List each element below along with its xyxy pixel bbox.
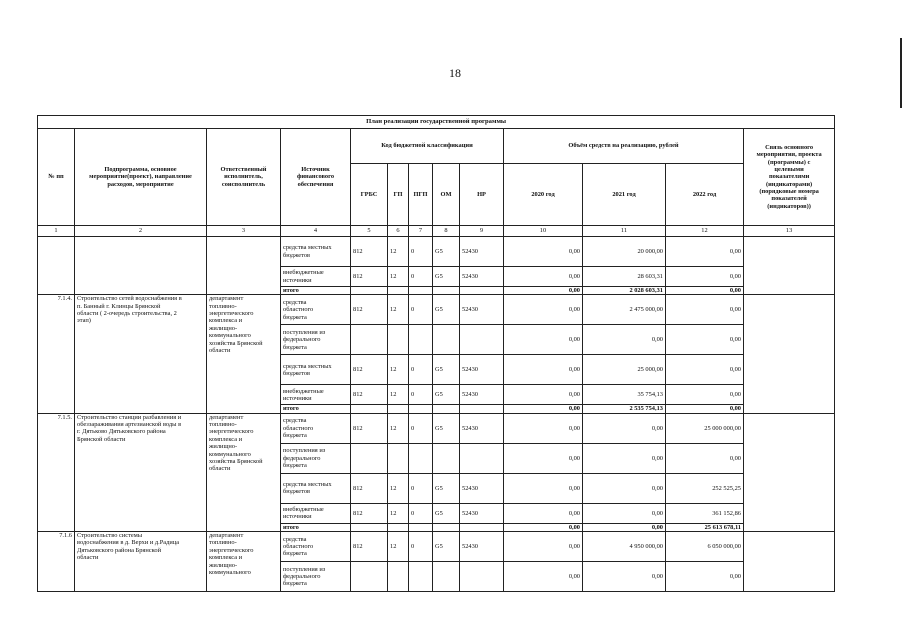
amount-2022: 0,00 — [666, 562, 744, 592]
amount-2021: 20 000,00 — [583, 237, 666, 267]
table-row — [38, 532, 835, 562]
col-number: 1 — [38, 226, 75, 237]
pgp-cell: 0 — [409, 237, 433, 267]
pgp-cell: 0 — [409, 355, 433, 385]
indicator-link-cell — [744, 295, 835, 413]
nr-cell: 52430 — [460, 237, 504, 267]
header-grbs: ГРБС — [351, 164, 388, 226]
nr-cell: 52430 — [460, 355, 504, 385]
gp-cell: 12 — [388, 355, 409, 385]
source-cell: средства местных бюджетов — [281, 237, 351, 267]
amount-2020: 0,00 — [504, 443, 583, 473]
grbs-cell: 812 — [351, 413, 388, 443]
source-cell: поступления из федерального бюджета — [281, 325, 351, 355]
col-number: 8 — [433, 226, 460, 237]
row-number: 7.1.6 — [38, 532, 75, 592]
total-2020: 0,00 — [504, 523, 583, 531]
om-cell: G5 — [433, 503, 460, 523]
amount-2022: 361 152,86 — [666, 503, 744, 523]
amount-2021: 35 754,13 — [583, 385, 666, 405]
amount-2022: 0,00 — [666, 325, 744, 355]
grbs-cell: 812 — [351, 385, 388, 405]
header-source: Источник финансового обеспечения — [281, 129, 351, 226]
header-2021: 2021 год — [583, 164, 666, 226]
grbs-cell: 812 — [351, 355, 388, 385]
total-2020: 0,00 — [504, 287, 583, 295]
amount-2022: 0,00 — [666, 267, 744, 287]
total-2021: 2 028 603,31 — [583, 287, 666, 295]
gp-cell: 12 — [388, 385, 409, 405]
pgp-cell: 0 — [409, 413, 433, 443]
source-cell: поступления из федерального бюджета — [281, 562, 351, 592]
indicator-link-cell — [744, 413, 835, 531]
source-cell: средства областного бюджета — [281, 532, 351, 562]
pgp-cell: 0 — [409, 503, 433, 523]
table-row — [38, 295, 835, 325]
header-gp: ГП — [388, 164, 409, 226]
pgp-cell: 0 — [409, 295, 433, 325]
header-no: № пп — [38, 129, 75, 226]
budget-plan-table — [37, 115, 835, 592]
amount-2022: 252 525,25 — [666, 473, 744, 503]
amount-2021: 0,00 — [583, 443, 666, 473]
measure-description: Строительство системы водоснабжения в д. Верхи и д.Радица Дятьковского района Брянской области — [75, 532, 207, 592]
col-number: 11 — [583, 226, 666, 237]
description-empty — [75, 237, 207, 295]
table-title: План реализации государственной программы — [38, 116, 835, 129]
amount-2022: 25 000 000,00 — [666, 413, 744, 443]
nr-cell: 52430 — [460, 413, 504, 443]
indicator-link-cell — [744, 237, 835, 295]
source-cell: средства областного бюджета — [281, 413, 351, 443]
col-number: 6 — [388, 226, 409, 237]
source-total-label: итого — [281, 405, 351, 413]
source-cell: внебюджетные источники — [281, 503, 351, 523]
amount-2021: 0,00 — [583, 503, 666, 523]
header-nr: НР — [460, 164, 504, 226]
col-number: 13 — [744, 226, 835, 237]
header-pgp: ПГП — [409, 164, 433, 226]
row-number-empty — [38, 237, 75, 295]
col-number: 12 — [666, 226, 744, 237]
om-cell: G5 — [433, 295, 460, 325]
amount-2020: 0,00 — [504, 413, 583, 443]
source-total-label: итого — [281, 523, 351, 531]
col-number: 10 — [504, 226, 583, 237]
total-2022: 0,00 — [666, 405, 744, 413]
nr-cell: 52430 — [460, 473, 504, 503]
amount-2021: 2 475 000,00 — [583, 295, 666, 325]
amount-2020: 0,00 — [504, 532, 583, 562]
gp-cell: 12 — [388, 473, 409, 503]
row-number: 7.1.4. — [38, 295, 75, 413]
pgp-cell: 0 — [409, 532, 433, 562]
om-cell: G5 — [433, 237, 460, 267]
amount-2021: 28 603,31 — [583, 267, 666, 287]
header-budget-code-group: Код бюджетной классификации — [351, 129, 504, 164]
grbs-cell: 812 — [351, 295, 388, 325]
amount-2020: 0,00 — [504, 473, 583, 503]
source-cell: средства местных бюджетов — [281, 473, 351, 503]
header-indicator-link: Связь основного мероприятия, проекта (программы) с целевыми показателями (индикаторами) (порядковые номера показателей (индикаторов)) — [744, 129, 835, 226]
om-cell: G5 — [433, 473, 460, 503]
grbs-cell: 812 — [351, 267, 388, 287]
pgp-cell: 0 — [409, 473, 433, 503]
total-2022: 0,00 — [666, 287, 744, 295]
indicator-link-cell — [744, 532, 835, 592]
amount-2021: 0,00 — [583, 562, 666, 592]
source-cell: средства областного бюджета — [281, 295, 351, 325]
amount-2021: 0,00 — [583, 325, 666, 355]
col-number: 2 — [75, 226, 207, 237]
total-2022: 25 613 678,11 — [666, 523, 744, 531]
col-number: 5 — [351, 226, 388, 237]
grbs-cell: 812 — [351, 503, 388, 523]
amount-2021: 0,00 — [583, 413, 666, 443]
amount-2022: 0,00 — [666, 295, 744, 325]
om-cell: G5 — [433, 413, 460, 443]
table-row — [38, 237, 835, 267]
col-number: 9 — [460, 226, 504, 237]
responsible-executor: департамент топливно- энергетического комплекса и жилищно- коммунального — [207, 532, 281, 592]
amount-2022: 0,00 — [666, 355, 744, 385]
col-number: 4 — [281, 226, 351, 237]
grbs-cell: 812 — [351, 237, 388, 267]
amount-2020: 0,00 — [504, 355, 583, 385]
gp-cell: 12 — [388, 267, 409, 287]
amount-2020: 0,00 — [504, 562, 583, 592]
header-subprogram: Подпрограмма, основное мероприятие(проект), направление расходов, мероприятие — [75, 129, 207, 226]
responsible-executor: департамент топливно- энергетического комплекса и жилищно- коммунального хозяйства Брянской области — [207, 413, 281, 531]
col-number: 3 — [207, 226, 281, 237]
gp-cell: 12 — [388, 237, 409, 267]
gp-cell: 12 — [388, 503, 409, 523]
page-number: 18 — [449, 66, 461, 80]
om-cell: G5 — [433, 267, 460, 287]
nr-cell: 52430 — [460, 503, 504, 523]
measure-description: Строительство сетей водоснабжения в п. Банный г. Клинцы Брянской области ( 2-очередь строительства, 2 этап) — [75, 295, 207, 413]
amount-2020: 0,00 — [504, 267, 583, 287]
pgp-cell: 0 — [409, 385, 433, 405]
source-cell: поступления из федерального бюджета — [281, 443, 351, 473]
om-cell: G5 — [433, 385, 460, 405]
om-cell: G5 — [433, 532, 460, 562]
amount-2022: 0,00 — [666, 237, 744, 267]
amount-2022: 6 050 000,00 — [666, 532, 744, 562]
source-total-label: итого — [281, 287, 351, 295]
amount-2021: 4 950 000,00 — [583, 532, 666, 562]
total-2020: 0,00 — [504, 405, 583, 413]
grbs-cell: 812 — [351, 532, 388, 562]
nr-cell: 52430 — [460, 267, 504, 287]
amount-2021: 25 000,00 — [583, 355, 666, 385]
total-2021: 0,00 — [583, 523, 666, 531]
gp-cell: 12 — [388, 532, 409, 562]
amount-2022: 0,00 — [666, 385, 744, 405]
header-om: ОМ — [433, 164, 460, 226]
nr-cell: 52430 — [460, 295, 504, 325]
header-2022: 2022 год — [666, 164, 744, 226]
total-2021: 2 535 754,13 — [583, 405, 666, 413]
header-volume-group: Объём средств на реализацию, рублей — [504, 129, 744, 164]
responsible-empty — [207, 237, 281, 295]
om-cell: G5 — [433, 355, 460, 385]
pgp-cell: 0 — [409, 267, 433, 287]
source-cell: внебюджетные источники — [281, 267, 351, 287]
row-number: 7.1.5. — [38, 413, 75, 531]
nr-cell: 52430 — [460, 532, 504, 562]
column-numbers-row — [38, 226, 835, 237]
table-row — [38, 413, 835, 443]
scan-mark — [900, 38, 902, 108]
source-cell: внебюджетные источники — [281, 385, 351, 405]
amount-2022: 0,00 — [666, 443, 744, 473]
source-cell: средства местных бюджетов — [281, 355, 351, 385]
amount-2020: 0,00 — [504, 325, 583, 355]
amount-2020: 0,00 — [504, 237, 583, 267]
header-responsible: Ответственный исполнитель, соисполнитель — [207, 129, 281, 226]
gp-cell: 12 — [388, 413, 409, 443]
amount-2020: 0,00 — [504, 295, 583, 325]
header-2020: 2020 год — [504, 164, 583, 226]
gp-cell: 12 — [388, 295, 409, 325]
amount-2021: 0,00 — [583, 473, 666, 503]
amount-2020: 0,00 — [504, 503, 583, 523]
col-number: 7 — [409, 226, 433, 237]
nr-cell: 52430 — [460, 385, 504, 405]
measure-description: Строительство станции разбавления и обеззараживания артезианской воды в г. Дятьково Дятьковского района Брянской области — [75, 413, 207, 531]
amount-2020: 0,00 — [504, 385, 583, 405]
responsible-executor: департамент топливно- энергетического комплекса и жилищно- коммунального хозяйства Брянской области — [207, 295, 281, 413]
grbs-cell: 812 — [351, 473, 388, 503]
